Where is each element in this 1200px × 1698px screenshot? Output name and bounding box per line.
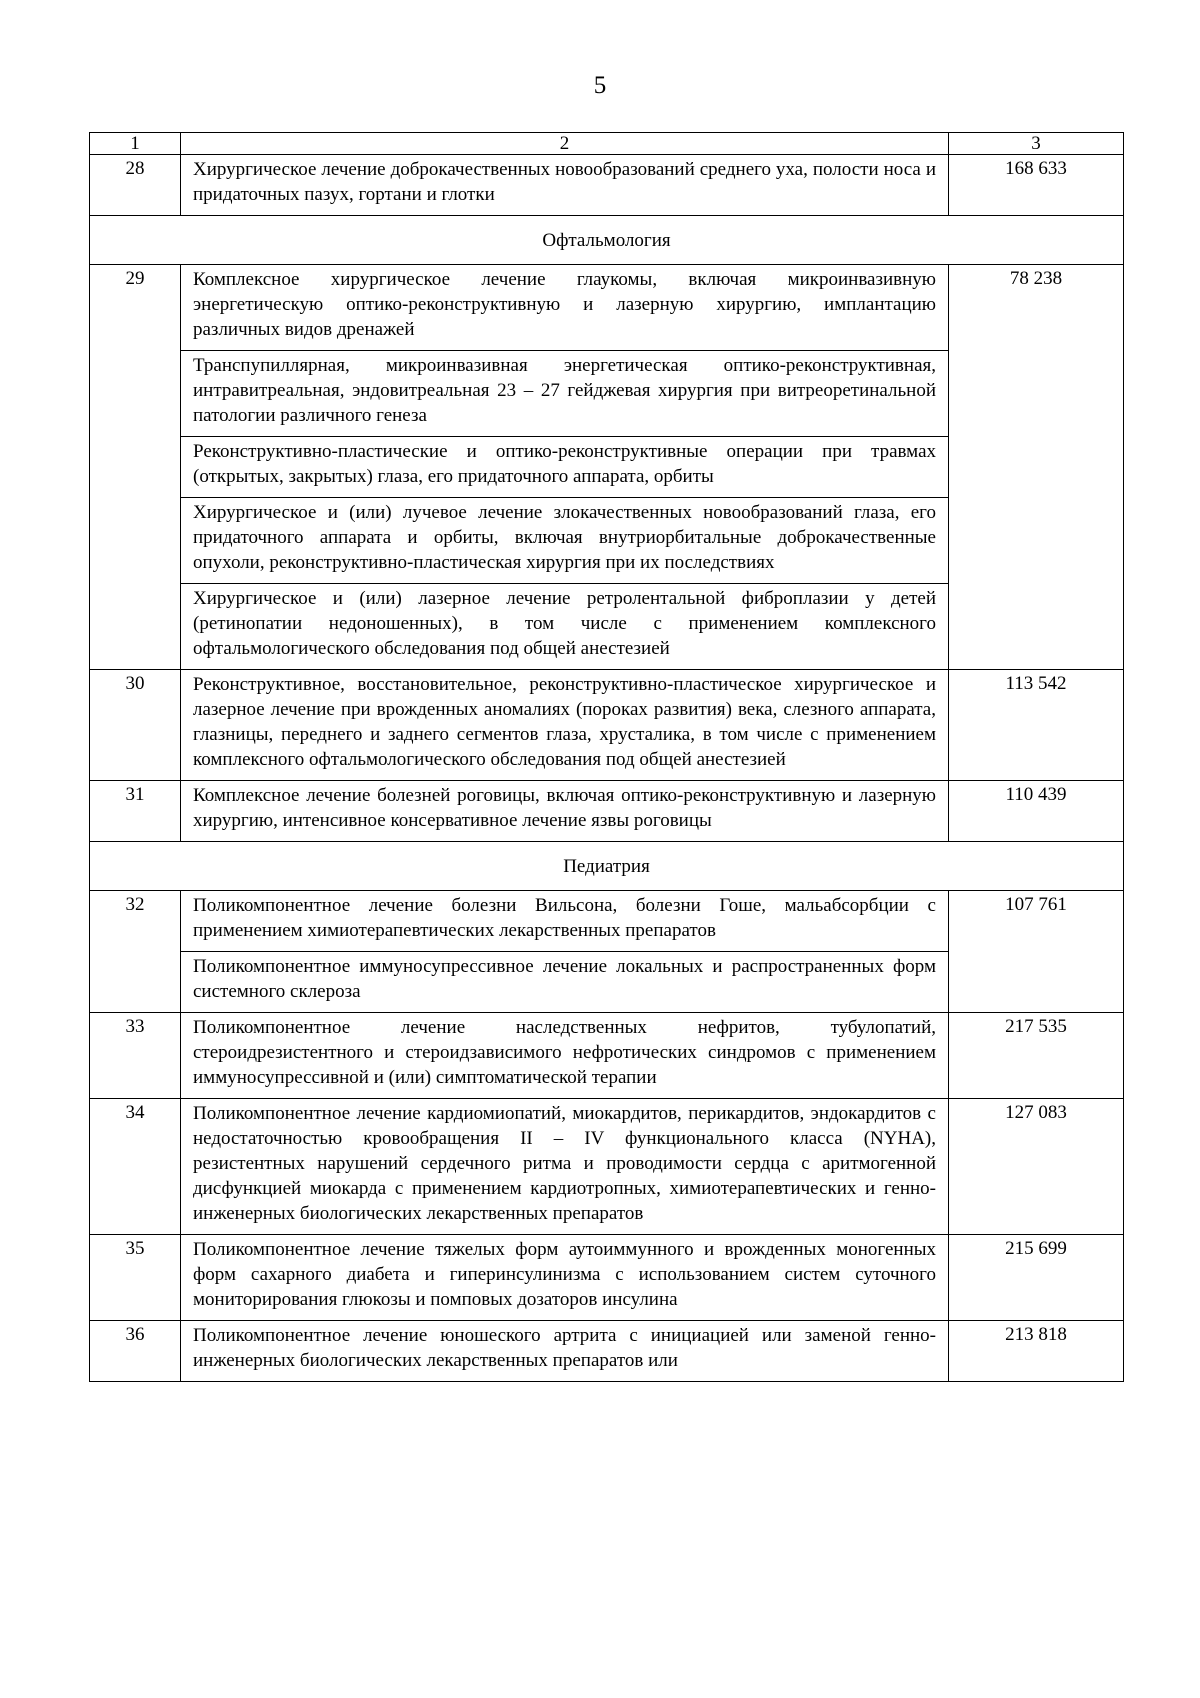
row-number: 31 [90,781,181,842]
treatment-description-cell [181,1321,949,1382]
table-row [90,265,1124,351]
cost-value: 113 542 [949,670,1124,781]
table-row [90,1013,1124,1099]
row-number: 35 [90,1235,181,1321]
cost-value: 217 535 [949,1013,1124,1099]
treatment-description-cell [181,952,949,1013]
treatment-description: Поликомпонентное лечение кардиомиопатий, миокардитов, перикардитов, эндокардитов с недостаточностью кровообращения II – IV функционального класса (NYHA), резистентных нарушений сердечного ритма и проводимости сердца с аритмогенной дисфункцией миокарда с применением кардиотропных, химиотерапевтических и генно-инженерных биологических лекарственных препаратов [193,1103,936,1224]
treatment-description-cell [181,1099,949,1235]
treatment-description: Поликомпонентное лечение болезни Вильсона, болезни Гоше, мальабсорбции с применением химиотерапевтических лекарственных препаратов [193,895,936,941]
cost-value: 110 439 [949,781,1124,842]
cost-value: 213 818 [949,1321,1124,1382]
column-header-1: 1 [90,133,181,155]
treatment-description: Поликомпонентное лечение тяжелых форм аутоиммунного и врожденных моногенных форм сахарного диабета и гиперинсулинизма с использованием систем суточного мониторирования глюкозы и помповых дозаторов инсулина [193,1239,936,1310]
treatment-description: Транспупиллярная, микроинвазивная энергетическая оптико-реконструктивная, интравитреальная, эндовитреальная 23 – 27 гейджевая хирургия при витреоретинальной патологии различного генеза [193,355,936,426]
treatment-description: Хирургическое лечение доброкачественных новообразований среднего уха, полости носа и придаточных пазух, гортани и глотки [193,159,936,205]
treatment-description-cell [181,670,949,781]
treatment-description-cell [181,891,949,952]
treatment-description-cell [181,155,949,216]
treatment-description-cell [181,1235,949,1321]
treatment-description-cell [181,584,949,670]
treatment-description-cell [181,1013,949,1099]
table-row [90,1235,1124,1321]
row-number: 32 [90,891,181,1013]
row-number: 33 [90,1013,181,1099]
page-number: 5 [593,72,607,99]
treatment-description-cell [181,437,949,498]
row-number: 30 [90,670,181,781]
treatment-description: Реконструктивное, восстановительное, реконструктивно-пластическое хирургическое и лазерное лечение при врожденных аномалиях (пороках развития) века, слезного аппарата, глазницы, переднего и заднего сегментов глаза, хрусталика, в том числе с применением комплексного офтальмологического обследования под общей анестезией [193,674,936,770]
table-row [90,670,1124,781]
cost-value: 78 238 [949,265,1124,670]
treatment-description: Комплексное лечение болезней роговицы, включая оптико-реконструктивную и лазерную хирургию, интенсивное консервативное лечение язвы роговицы [193,785,936,831]
table-row [90,1321,1124,1382]
table-header-row [90,133,1124,155]
services-table [89,132,1124,1382]
table-row [90,1099,1124,1235]
treatment-description-cell [181,265,949,351]
section-title: Офтальмология [90,216,1124,265]
table-row [90,781,1124,842]
cost-value: 215 699 [949,1235,1124,1321]
treatment-description: Поликомпонентное лечение юношеского артрита с инициацией или заменой генно-инженерных биологических лекарственных препаратов или [193,1325,936,1371]
treatment-description-cell [181,351,949,437]
row-number: 28 [90,155,181,216]
treatment-description-cell [181,781,949,842]
treatment-description: Хирургическое и (или) лазерное лечение ретролентальной фиброплазии у детей (ретинопатии недоношенных), в том числе с применением комплексного офтальмологического обследования под общей анестезией [193,588,936,659]
treatment-description: Комплексное хирургическое лечение глаукомы, включая микроинвазивную энергетическую оптико-реконструктивную и лазерную хирургию, имплантацию различных видов дренажей [193,269,936,340]
section-row [90,842,1124,891]
row-number: 36 [90,1321,181,1382]
section-row [90,216,1124,265]
column-header-2: 2 [181,133,949,155]
treatment-description: Реконструктивно-пластические и оптико-реконструктивные операции при травмах (открытых, закрытых) глаза, его придаточного аппарата, орбиты [193,441,936,487]
treatment-description: Хирургическое и (или) лучевое лечение злокачественных новообразований глаза, его придаточного аппарата и орбиты, включая внутриорбитальные доброкачественные опухоли, реконструктивно-пластическая хирургия при их последствиях [193,502,936,573]
cost-value: 127 083 [949,1099,1124,1235]
table-row [90,155,1124,216]
treatment-description: Поликомпонентное лечение наследственных нефритов, тубулопатий, стероидрезистентного и стероидзависимого нефротических синдромов с применением иммуносупрессивной и (или) симптоматической терапии [193,1017,936,1088]
cost-value: 168 633 [949,155,1124,216]
treatment-description-cell [181,498,949,584]
treatment-description: Поликомпонентное иммуносупрессивное лечение локальных и распространенных форм системного склероза [193,956,936,1002]
table-row [90,891,1124,952]
section-title: Педиатрия [90,842,1124,891]
row-number: 34 [90,1099,181,1235]
cost-value: 107 761 [949,891,1124,1013]
column-header-3: 3 [949,133,1124,155]
row-number: 29 [90,265,181,670]
